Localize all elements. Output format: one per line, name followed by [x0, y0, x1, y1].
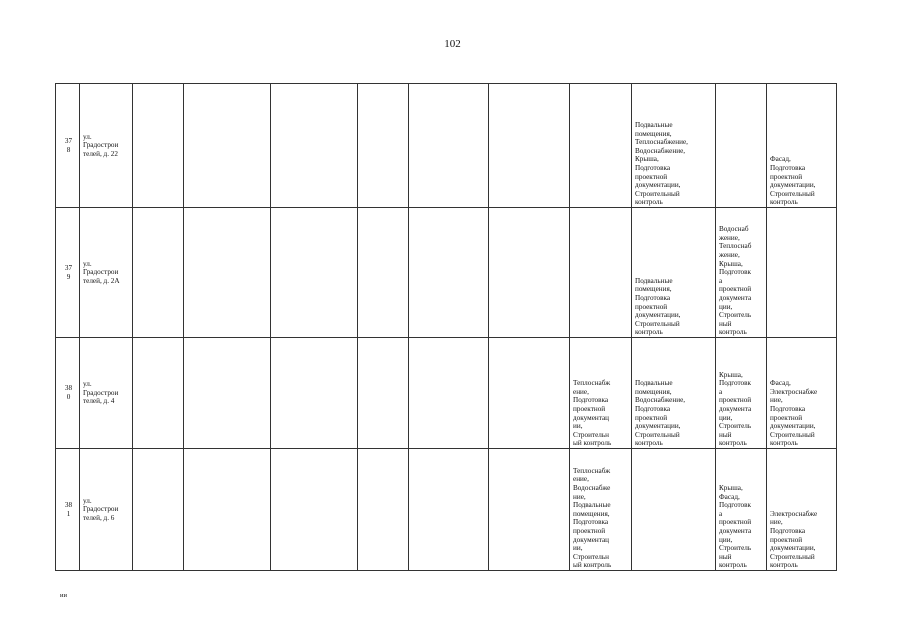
table-row — [56, 84, 837, 208]
works-cell — [570, 208, 632, 338]
empty-cell — [271, 208, 358, 338]
works-cell: Теплоснабж ение, Подготовка проектной документац ии, Строительн ый контроль — [570, 338, 632, 449]
empty-cell — [489, 208, 570, 338]
works-cell — [632, 449, 716, 571]
address-cell: ул. Градострои телей, д. 2А — [80, 208, 133, 338]
footer-mark: ии — [60, 592, 67, 599]
works-cell — [570, 84, 632, 208]
empty-cell — [409, 449, 489, 571]
repair-schedule-table — [55, 83, 837, 571]
empty-cell — [489, 84, 570, 208]
empty-cell — [271, 338, 358, 449]
works-cell: Водоснаб жение, Теплоснаб жение, Крыша, Подготовк а проектной документа ции, Строитель ный контроль — [716, 208, 767, 338]
empty-cell — [409, 208, 489, 338]
works-cell: Фасад, Подготовка проектной документации, Строительный контроль — [767, 84, 837, 208]
address-cell: ул. Градострои телей, д. 22 — [80, 84, 133, 208]
table-row — [56, 449, 837, 571]
empty-cell — [184, 84, 271, 208]
empty-cell — [358, 338, 409, 449]
empty-cell — [133, 84, 184, 208]
empty-cell — [409, 84, 489, 208]
empty-cell — [489, 338, 570, 449]
works-cell: Фасад, Электроснабже ние, Подготовка проектной документации, Строительный контроль — [767, 338, 837, 449]
empty-cell — [133, 449, 184, 571]
works-cell: Крыша, Фасад, Подготовк а проектной документа ции, Строитель ный контроль — [716, 449, 767, 571]
works-cell — [767, 208, 837, 338]
works-cell: Теплоснабж ение, Водоснабже ние, Подвальные помещения, Подготовка проектной документац ии, Строительн ый контроль — [570, 449, 632, 571]
address-cell: ул. Градострои телей, д. 6 — [80, 449, 133, 571]
row-number: 37 9 — [56, 208, 80, 338]
address-cell: ул. Градострои телей, д. 4 — [80, 338, 133, 449]
works-cell: Крыша, Подготовк а проектной документа ции, Строитель ный контроль — [716, 338, 767, 449]
empty-cell — [184, 338, 271, 449]
page-number: 102 — [444, 38, 461, 50]
works-cell: Подвальные помещения, Теплоснабжение, Водоснабжение, Крыша, Подготовка проектной документации, Строительный контроль — [632, 84, 716, 208]
table-row — [56, 208, 837, 338]
empty-cell — [358, 84, 409, 208]
works-cell: Электроснабже ние, Подготовка проектной документации, Строительный контроль — [767, 449, 837, 571]
empty-cell — [489, 449, 570, 571]
row-number: 37 8 — [56, 84, 80, 208]
row-number: 38 1 — [56, 449, 80, 571]
empty-cell — [358, 449, 409, 571]
row-number: 38 0 — [56, 338, 80, 449]
empty-cell — [133, 208, 184, 338]
empty-cell — [184, 449, 271, 571]
table-row — [56, 338, 837, 449]
works-cell: Подвальные помещения, Подготовка проектной документации, Строительный контроль — [632, 208, 716, 338]
empty-cell — [271, 449, 358, 571]
empty-cell — [133, 338, 184, 449]
works-cell: Подвальные помещения, Водоснабжение, Подготовка проектной документации, Строительный контроль — [632, 338, 716, 449]
empty-cell — [358, 208, 409, 338]
empty-cell — [271, 84, 358, 208]
works-cell — [716, 84, 767, 208]
empty-cell — [409, 338, 489, 449]
empty-cell — [184, 208, 271, 338]
